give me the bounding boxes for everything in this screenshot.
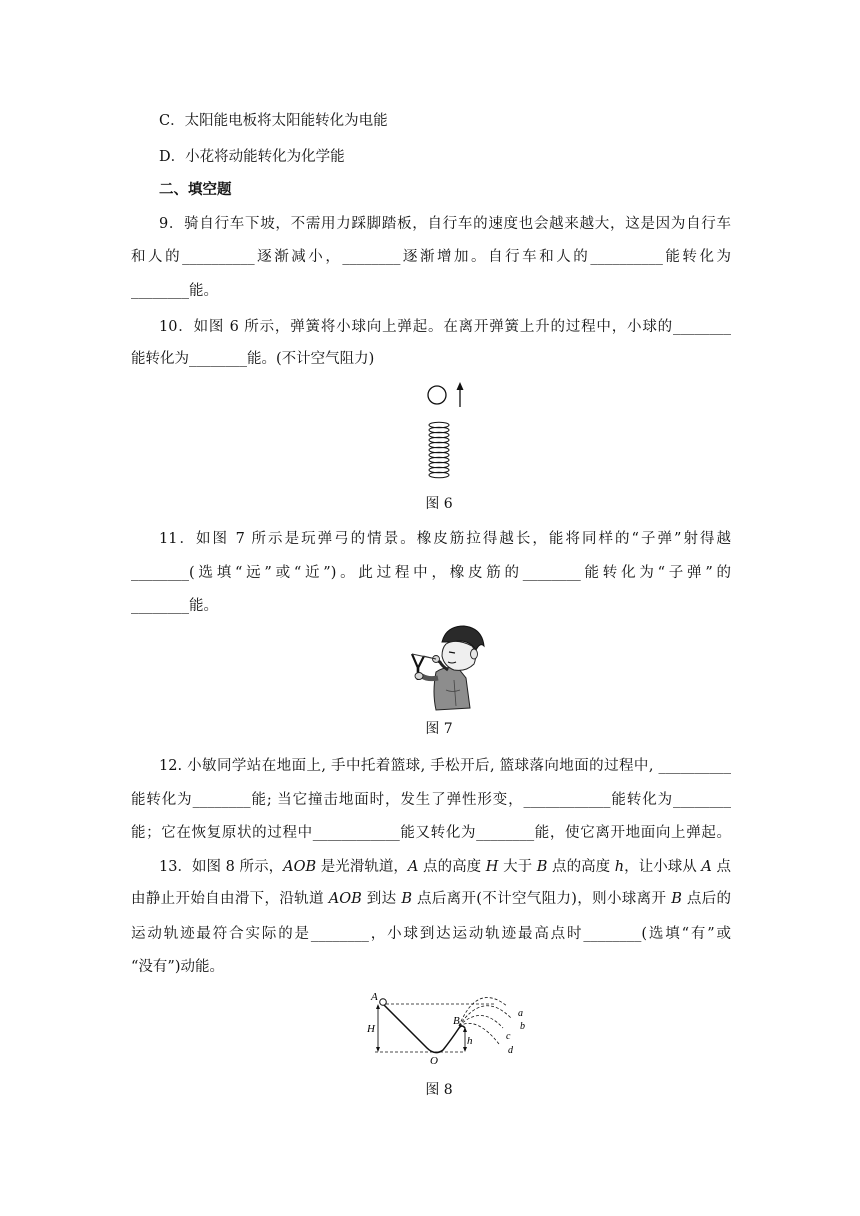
q12-line-3: 能；它在恢复原状的过程中____________能又转化为________能，使它离开地面向上弹起。: [131, 825, 731, 841]
q12-line-1: 12. 小敏同学站在地面上, 手中托着篮球, 手松开后, 篮球落向地面的过程中, __________: [159, 758, 731, 774]
q11-line-1: 11．如图 7 所示是玩弹弓的情景。橡皮筋拉得越长，能将同样的“子弹”射得越: [159, 531, 731, 547]
ball-icon: [428, 386, 446, 404]
figure-8-track: [355, 988, 535, 1068]
q13-line-3: 运动轨迹最符合实际的是________，小球到达运动轨迹最高点时________(选填“有”或: [131, 926, 731, 942]
ball-icon: [380, 999, 387, 1006]
q13-line-1: 13．如图 8 所示，AOB 是光滑轨道，A 点的高度 H 大于 B 点的高度 h，让小球从 A 点: [159, 859, 732, 875]
label-trajectory-c: c: [506, 1031, 511, 1042]
q12-line-2: 能转化为________能; 当它撞击地面时，发生了弹性形变，____________能转化为________: [131, 792, 731, 808]
label-trajectory-d: d: [508, 1045, 513, 1056]
label-height-h-upper: H: [367, 1023, 375, 1035]
q13-line-2: 由静止开始自由滑下，沿轨道 AOB 到达 B 点后离开(不计空气阻力)，则小球离开 B 点后的: [131, 891, 732, 907]
q13-line-4: “没有”)动能。: [131, 959, 224, 975]
figure-7-slingshot-boy: [396, 620, 492, 712]
up-arrow-icon: [457, 382, 464, 407]
label-o-point: O: [430, 1055, 438, 1067]
option-d: D．小花将动能转化为化学能: [159, 149, 345, 165]
trajectory-b: [459, 1006, 511, 1026]
option-c: C．太阳能电板将太阳能转化为电能: [159, 113, 388, 129]
label-height-h-lower: h: [467, 1035, 473, 1047]
section-title: 二、填空题: [159, 182, 232, 198]
track-aob: [383, 1004, 465, 1053]
q10-line-2: 能转化为________能。(不计空气阻力): [131, 351, 375, 367]
label-trajectory-a: a: [518, 1008, 523, 1019]
figure-8-caption: 图 8: [425, 1082, 453, 1098]
figure-7-caption: 图 7: [425, 721, 453, 737]
q9-line-2: 和人的__________逐渐减小，________逐渐增加。自行车和人的__________能转化为: [131, 249, 731, 265]
q9-line-3: ________能。: [131, 283, 218, 299]
q11-line-3: ________能。: [131, 598, 218, 614]
q10-line-1: 10．如图 6 所示，弹簧将小球向上弹起。在离开弹簧上升的过程中，小球的________: [159, 319, 731, 335]
label-b-point: B: [453, 1015, 460, 1027]
figure-6-spring-ball: [418, 378, 478, 486]
figure-6-caption: 图 6: [425, 496, 453, 512]
spring-icon: [429, 422, 449, 478]
label-a-point: A: [371, 991, 378, 1003]
trajectory-a: [459, 998, 507, 1026]
label-trajectory-b: b: [520, 1021, 525, 1032]
q9-line-1: 9．骑自行车下坡，不需用力踩脚踏板，自行车的速度也会越来越大，这是因为自行车: [159, 216, 731, 232]
q11-line-2: ________(选填“远”或“近”)。此过程中，橡皮筋的________能转化为“子弹”的: [131, 565, 731, 581]
